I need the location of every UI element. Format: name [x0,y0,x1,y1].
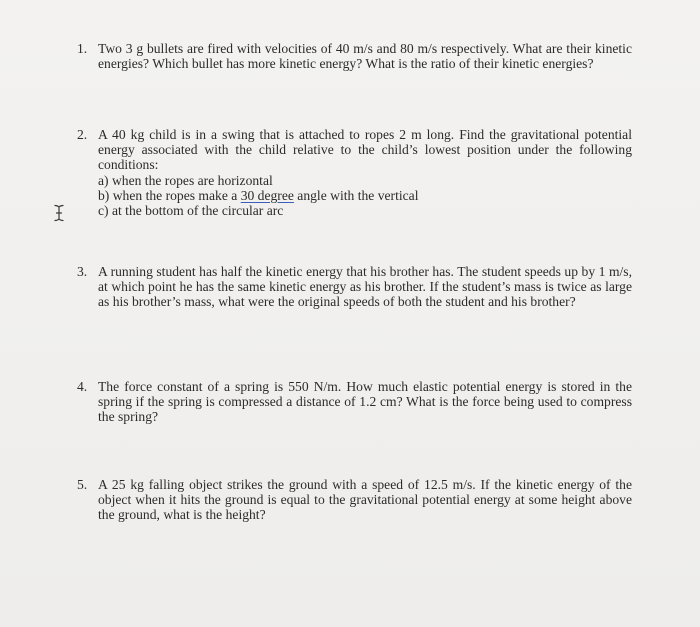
sub-item-b-text-after: angle with the vertical [293,187,419,203]
question-1-number: 1. [77,41,88,56]
question-4-text: The force constant of a spring is 550 N/m. How much elastic potential energy is stored in the spring if the spring is compressed a distance of 1.2 cm? What is the force being used to compress the spring? [98,379,632,425]
question-2-sub-item-a: a) when the ropes are horizontal [98,172,273,188]
question-3-text: A running student has half the kinetic energy that his brother has. The student speeds up by 1 m/s, at which point he has the same kinetic energy as his brother. If the student’s mass is twice as large as his brother’s mass, what were the original speeds of both the student and his brother? [98,264,632,310]
question-5 [77,477,632,523]
question-2-sub-item-c: c) at the bottom of the circular arc [98,203,284,219]
text-cursor-icon [53,204,65,222]
sub-item-b-underlined-term: 30 degree [240,187,294,203]
question-5-number: 5. [77,477,88,492]
sub-item-b-text-before: b) when the ropes make a [98,187,241,203]
question-3 [77,264,632,310]
question-4-number: 4. [77,379,88,394]
question-2 [77,127,632,218]
question-5-text: A 25 kg falling object strikes the ground with a speed of 12.5 m/s. If the kinetic energy of the object when it hits the ground is equal to the gravitational potential energy at some height above the ground, what is the height? [98,477,632,523]
question-2-number: 2. [77,127,88,142]
question-2-sub-items [98,173,632,219]
question-2-text: A 40 kg child is in a swing that is attached to ropes 2 m long. Find the gravitational potential energy associated with the child relative to the child’s lowest position under the following conditions: [98,127,632,173]
question-3-number: 3. [77,264,88,279]
question-1 [77,41,632,71]
question-4 [77,379,632,425]
question-1-text: Two 3 g bullets are fired with velocities of 40 m/s and 80 m/s respectively. What are their kinetic energies? Which bullet has more kinetic energy? What is the ratio of their kinetic energies? [98,41,632,72]
question-2-sub-item-b [98,188,632,203]
